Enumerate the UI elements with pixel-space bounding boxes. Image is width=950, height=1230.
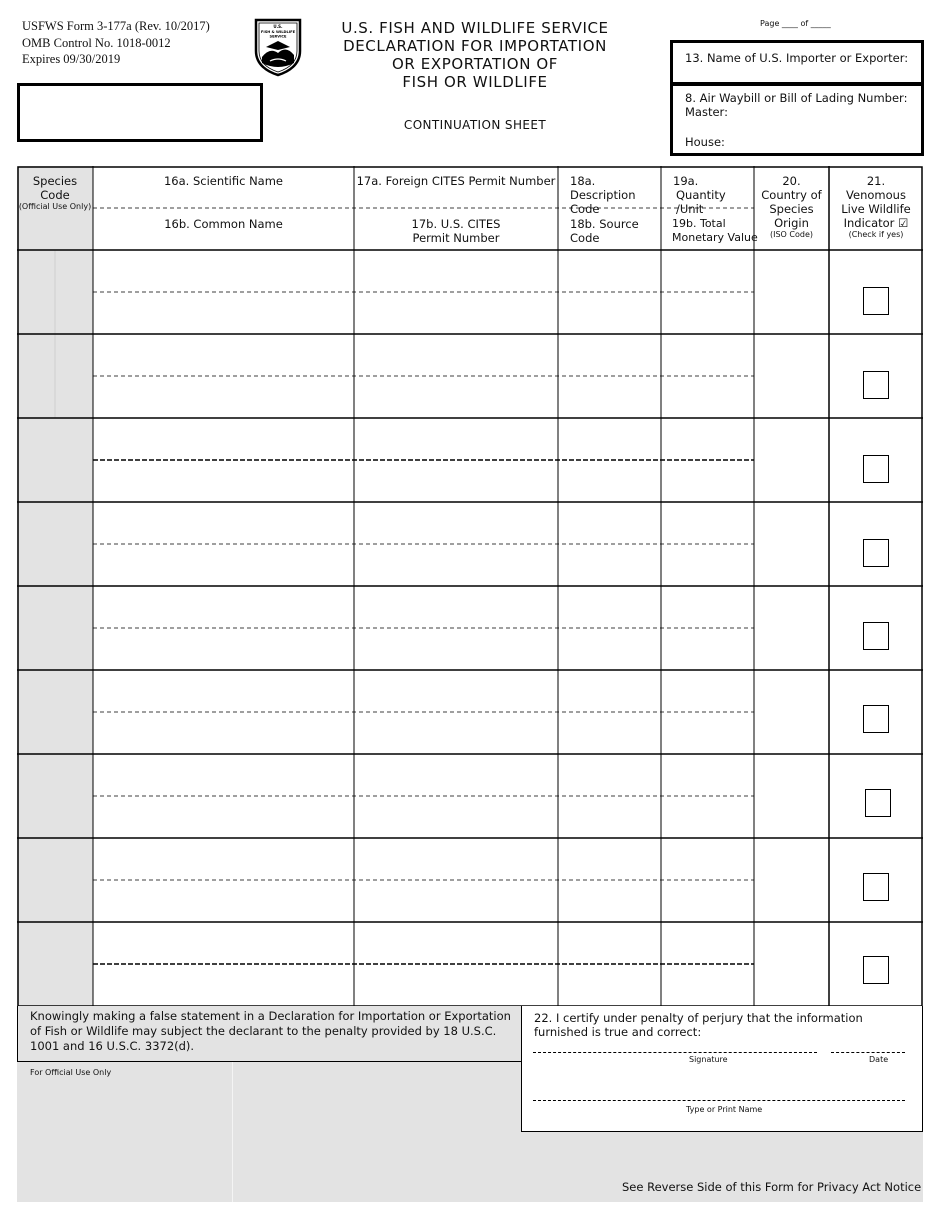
quantity-line-1: 19a. [673, 174, 699, 188]
source-code-header [570, 217, 662, 245]
venomous-line-1: 21. [866, 174, 886, 188]
foreign-cites-header: 17a. Foreign CITES Permit Number [356, 174, 556, 188]
page-number-line[interactable]: Page ____ of _____ [760, 19, 831, 28]
expiration-date: Expires 09/30/2019 [22, 52, 121, 66]
title-line-4: FISH OR WILDLIFE [402, 73, 548, 91]
description-code-line-1: 18a. Description [570, 174, 636, 202]
importer-exporter-box[interactable] [670, 40, 924, 85]
venomous-line-2: Venomous [846, 188, 906, 202]
print-name-line[interactable] [533, 1100, 905, 1101]
importer-exporter-label: 13. Name of U.S. Importer or Exporter: [685, 51, 909, 65]
declaration-number-box[interactable] [17, 83, 263, 142]
fws-logo-icon [252, 17, 304, 77]
venomous-checkbox-9[interactable] [863, 956, 889, 984]
quantity-unit-header [673, 174, 755, 216]
species-code-header [17, 174, 93, 212]
omb-control: OMB Control No. 1018-0012 [22, 35, 171, 50]
certification-text: 22. I certify under penalty of perjury that the information furnished is true and correct: [534, 1011, 863, 1039]
source-code-line-1: 18b. Source [570, 217, 639, 231]
venomous-checkbox-3[interactable] [863, 455, 889, 483]
svg-text:SERVICE: SERVICE [269, 34, 287, 39]
species-code-note: (Official Use Only) [18, 202, 92, 211]
monetary-line-2: Monetary Value [672, 231, 758, 244]
species-code-label: Species Code [32, 174, 78, 202]
quantity-line-2: Quantity /Unit [676, 188, 726, 216]
table-grid [17, 166, 923, 1008]
privacy-act-notice: See Reverse Side of this Form for Privacy Act Notice [622, 1180, 922, 1194]
country-note: (ISO Code) [770, 230, 813, 239]
waybill-box[interactable] [670, 84, 924, 156]
venomous-line-4: Indicator ☑ [843, 216, 909, 230]
print-name-label: Type or Print Name [686, 1105, 763, 1114]
source-code-line-2: Code [570, 231, 600, 245]
venomous-header [829, 174, 923, 240]
species-table [17, 166, 923, 1008]
description-code-line-2: Code [570, 202, 600, 216]
venomous-checkbox-1[interactable] [863, 287, 889, 315]
country-line-4: Origin [774, 216, 809, 230]
monetary-value-header [672, 217, 758, 245]
venomous-checkbox-8[interactable] [863, 873, 889, 901]
form-meta [22, 18, 210, 68]
description-code-header [570, 174, 662, 216]
venomous-checkbox-6[interactable] [863, 705, 889, 733]
form-number: USFWS Form 3-177a (Rev. 10/2017) [22, 19, 210, 33]
continuation-sheet-label: CONTINUATION SHEET [403, 118, 547, 132]
country-line-1: 20. [782, 174, 801, 188]
official-use-area [17, 1062, 522, 1202]
venomous-line-3: Live Wildlife [841, 202, 911, 216]
venomous-checkbox-7[interactable] [865, 789, 891, 817]
venomous-note: (Check if yes) [848, 230, 904, 239]
svg-text:U.S.: U.S. [273, 24, 283, 29]
monetary-line-1: 19b. Total [672, 217, 726, 230]
signature-label: Signature [689, 1055, 728, 1064]
us-cites-header [354, 217, 558, 245]
title-line-3: OR EXPORTATION OF [391, 55, 559, 73]
house-label: House: [685, 135, 725, 149]
title-line-1: U.S. FISH AND WILDLIFE SERVICE [341, 19, 609, 37]
date-line[interactable] [831, 1052, 905, 1053]
waybill-label: 8. Air Waybill or Bill of Lading Number: [685, 91, 908, 105]
common-name-header: 16b. Common Name [164, 217, 283, 231]
country-origin-header [754, 174, 829, 240]
us-cites-line-2: Permit Number [412, 231, 500, 245]
svg-text:FISH & WILDLIFE: FISH & WILDLIFE [260, 30, 296, 34]
official-use-label: For Official Use Only [30, 1068, 112, 1077]
venomous-checkbox-4[interactable] [863, 539, 889, 567]
signature-line[interactable] [533, 1052, 817, 1053]
official-use-divider [232, 1062, 233, 1202]
country-line-2: Country of [761, 188, 822, 202]
date-label: Date [869, 1055, 889, 1064]
form-title [320, 19, 630, 91]
venomous-checkbox-5[interactable] [863, 622, 889, 650]
false-statement-warning: Knowingly making a false statement in a Declaration for Importation or Exportation of Fish or Wildlife may subject the declarant to the penalty provided by 18 U.S.C. 1001 and 16 U.S.C. 3372(d). [17, 1006, 522, 1062]
scientific-name-header: 16a. Scientific Name [163, 174, 284, 188]
us-cites-line-1: 17b. U.S. CITES [411, 217, 501, 231]
venomous-checkbox-2[interactable] [863, 371, 889, 399]
master-label: Master: [685, 105, 728, 119]
country-line-3: Species [769, 202, 814, 216]
title-line-2: DECLARATION FOR IMPORTATION [343, 37, 607, 55]
